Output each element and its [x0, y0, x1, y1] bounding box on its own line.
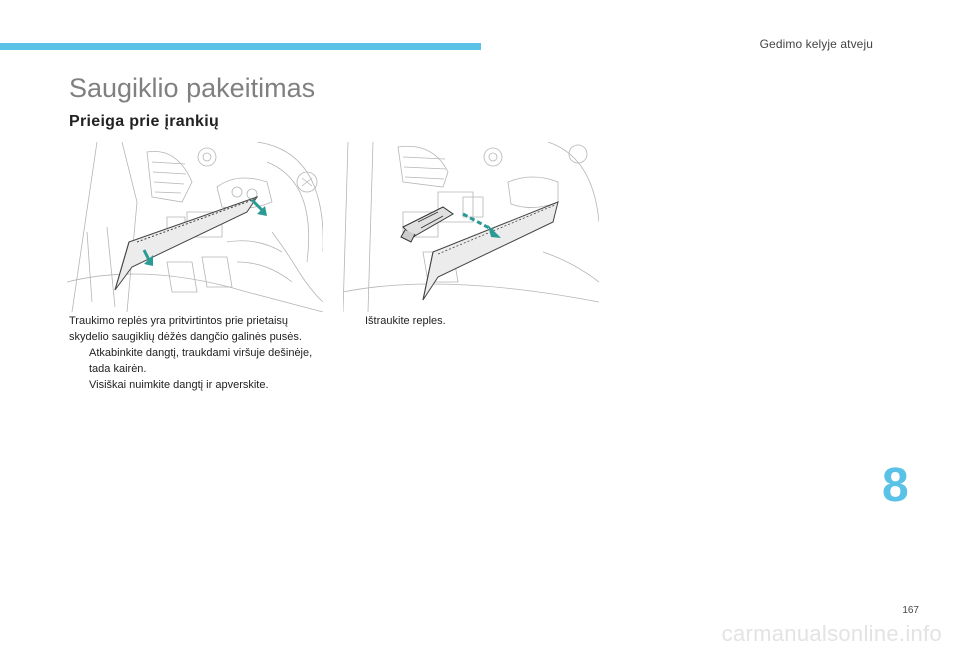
- page-number: 167: [902, 605, 919, 616]
- header-accent-bar: [0, 43, 481, 50]
- bullet-item: [69, 377, 319, 393]
- chapter-number: 8: [882, 459, 909, 512]
- watermark: carmanualsonline.info: [721, 621, 942, 646]
- bullet-item: [345, 313, 595, 329]
- bullet-item: [69, 345, 319, 377]
- bullet-text: Ištraukite reples.: [365, 315, 446, 327]
- bullet-text: Visiškai nuimkite dangtį ir apverskite.: [89, 379, 269, 391]
- dashboard-pliers-extraction-illustration: [343, 142, 599, 312]
- section-subtitle: Prieiga prie įrankių: [69, 113, 220, 130]
- chapter-title: Gedimo kelyje atveju: [759, 37, 873, 51]
- bullet-text: Atkabinkite dangtį, traukdami viršuje dešinėje, tada kairėn.: [89, 347, 313, 375]
- intro-paragraph: Traukimo replės yra pritvirtintos prie prietaisų skydelio saugiklių dėžės dangčio galinės pusės.: [69, 315, 302, 343]
- column-1-text: [69, 313, 319, 393]
- page-title: Saugiklio pakeitimas: [69, 73, 316, 103]
- dashboard-fusebox-cover-illustration: [67, 142, 323, 312]
- column-2-text: [345, 313, 595, 329]
